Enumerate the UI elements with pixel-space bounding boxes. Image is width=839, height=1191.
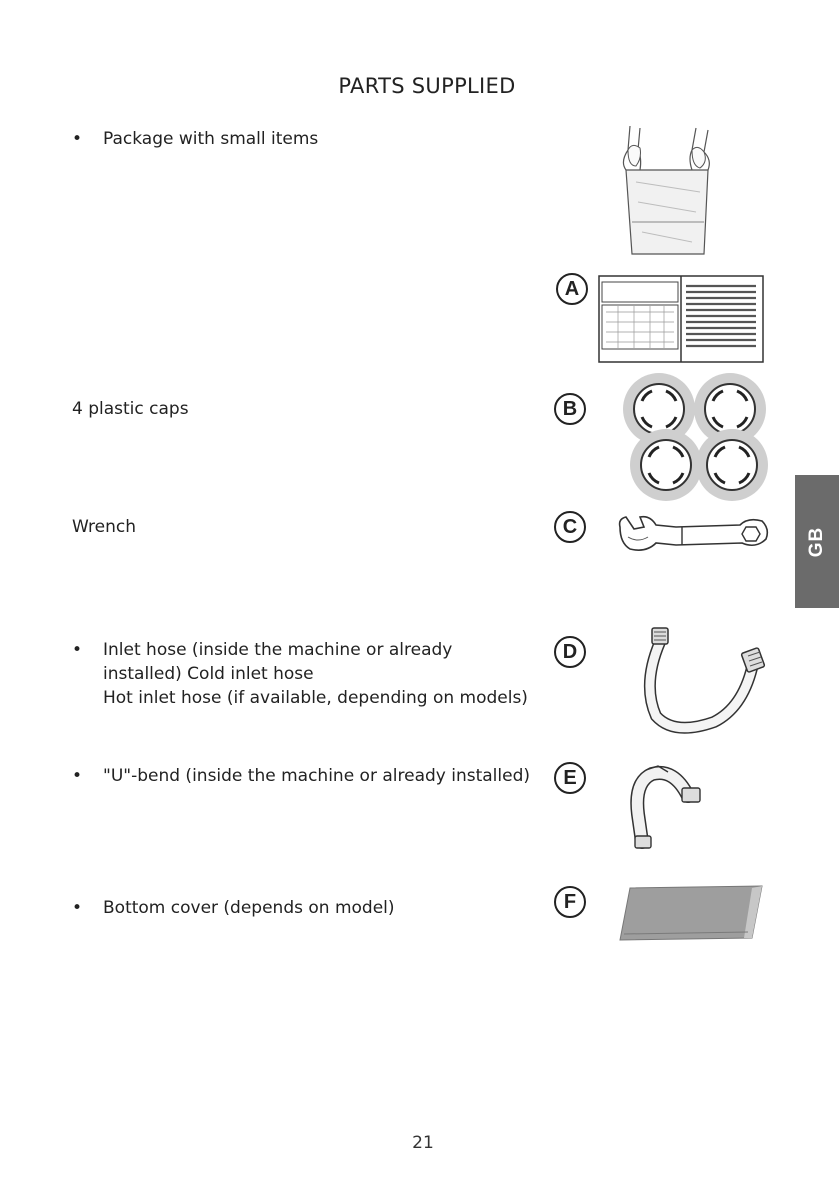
item-hose-line-1: Inlet hose (inside the machine or already	[103, 640, 453, 660]
plastic-caps-icon	[622, 371, 770, 503]
u-bend-icon	[628, 760, 708, 852]
letter-b: B	[554, 393, 586, 425]
inlet-hose-icon	[634, 624, 774, 736]
letter-e: E	[554, 762, 586, 794]
language-tab	[795, 475, 839, 608]
bag-icon	[612, 122, 720, 260]
letter-d: D	[554, 636, 586, 668]
letter-f: F	[554, 886, 586, 918]
item-caps-text: 4 plastic caps	[72, 399, 189, 419]
item-hose-line-3: Hot inlet hose (if available, depending on models)	[103, 688, 528, 708]
manual-icon	[596, 272, 766, 367]
item-wrench-text: Wrench	[72, 517, 137, 537]
item-cover-text: Bottom cover (depends on model)	[103, 898, 395, 918]
item-ubend-text: "U"-bend (inside the machine or already installed)	[103, 766, 531, 786]
letter-a: A	[556, 273, 588, 305]
language-tab-label: GB	[806, 526, 827, 557]
bullet: •	[72, 129, 83, 149]
bottom-cover-icon	[616, 884, 766, 944]
wrench-icon	[616, 513, 771, 555]
bullet: •	[72, 640, 83, 660]
item-hose-line-2: installed) Cold inlet hose	[103, 664, 314, 684]
page-title: PARTS SUPPLIED	[338, 74, 516, 98]
item-package-text: Package with small items	[103, 129, 319, 149]
bullet: •	[72, 766, 83, 786]
page-number: 21	[412, 1133, 434, 1153]
bullet: •	[72, 898, 83, 918]
letter-c: C	[554, 511, 586, 543]
